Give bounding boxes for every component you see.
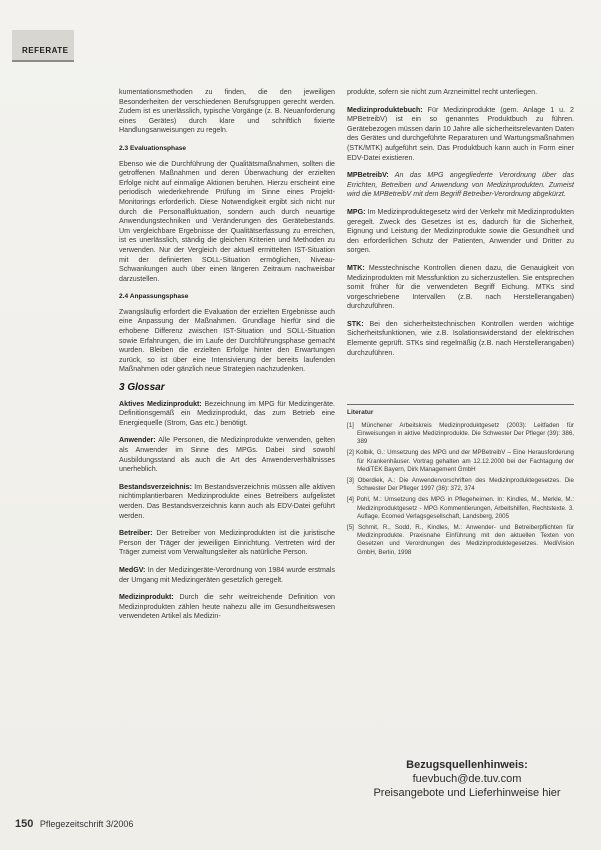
adjustment-paragraph: Zwangsläufig erfordert die Evaluation der erzielten Ergebnisse auch eine Anpassung der Maßnahmen. Grundlage hierfür sind die erhobene Differenz zwischen IST-Situation und SOLL-Situation sowie Erfahrungen, die im Laufe der Durchführungsphase gemacht wurden. Bleiben die erzielten Erfolge hinter den Erwartungen zurück, so ist über eine Intensivierung der bereits laufenden Maßnahmen oder gänzlich neue Strategien nachzudenken. [119,307,335,374]
glossary-definition: Durch die sehr weitreichende Definition von Medizinprodukten zählen heute nahezu alle im Gesundheitswesen verwendeten Artikel als Medizin- [119,593,335,621]
glossary-definition: Bezeichnung im MPG für Medizingeräte. Definitionsgemäß ein Medizinprodukt, das zum Betrieb eine Energiequelle (Strom, Gas etc.) benötigt. [119,399,335,427]
literature-item: [2] Kolbik, G.: Umsetzung des MPG und der MPBetreibV – Eine Herausforderung für Krankenhäuser. Vortrag gehalten am 12.12.2000 bei der Fachtagung der MediTEK Bayern, Dirk Management GmbH [347,449,574,473]
literature-item: [5] Schmit, R., Sodd, R., Kindles, M.: Anwender- und Betreiberpflichten für Medizinprodukte. Praxisnahe Einführung mit den aktuellen Texten von Gesetzen und Verordnungen des Medizinproduktegesetzes. MediVision GmbH, Berlin, 1998 [347,524,574,556]
glossary-entry [119,436,335,474]
literature-heading: Literatur [347,409,374,417]
glossary-term: Bestandsverzeichnis: [119,482,192,491]
literature-list [347,422,574,557]
glossary-definition: An das MPG angegliederte Verordnung über das Errichten, Betreiben und Anwendung von Medizinprodukten. Zumeist wird die MPBetreibV mit dem Begriff Betreiber-Verordnung abgekürzt. [347,171,574,199]
source-email: fuevbuch@de.tuv.com [412,773,522,785]
glossary-term: MPG: [347,207,366,216]
glossary-term: MTK: [347,263,365,272]
glossary-entry [347,264,574,312]
glossary-definition: Alle Personen, die Medizinprodukte verwenden, gelten als Anwender im Sinne des MPGs. Dabei sind sowohl Ausbildungsstand als auch die Art des Anwenderverhältnisses unerheblich. [119,436,335,474]
literature-item: [4] Pohl, M.: Umsetzung des MPG in Pflegeheimen. In: Kindles, M., Merkle, M.: Medizinproduktgesetz - MPG Kommentierungen, Arbeitshilfen, Rechtstexte. 3. Auflage. Ecomed Verlagsgesellschaft, Landsberg, 2005 [347,496,574,520]
left-intro-paragraph: kumentationsmethoden zu finden, die den jeweiligen Besonderheiten der verschiedenen Berufsgruppen gerecht werden. Zudem ist es unerlässlich, typische Vorgänge (z. B. Neuanforderung eines Gerätes) durch klare und schriftlich fixierte Handlungsanweisungen zu regeln. [119,88,335,135]
glossary-entry [119,566,335,585]
right-intro-paragraph: produkte, sofern sie nicht zum Arzneimittel recht unterliegen. [347,88,538,96]
glossary-definition: Bei den sicherheitstechnischen Kontrollen werden wichtige Sicherheitsfunktionen, wie z.B. Isolationswiderstand der elektrischen Elemente geprüft. STKs sind regelmäßig (z.B. nach Herstellerangaben) durchzuführen. [347,319,574,357]
left-column [119,88,335,630]
glossary-definition: Im Medizinproduktegesetz wird der Verkehr mit Medizinprodukten geregelt. Zweck des Gesetzes ist es, dadurch für die Sicherheit, Eignung und Leistung der Medizinprodukte sowie die Gesundheit und den erforderlichen Schutz der Patienten, Anwender und Dritter zu sorgen. [347,207,574,255]
glossary-entry [347,320,574,358]
source-heading: Bezugsquellenhinweis: [406,759,528,771]
glossary-entry [347,208,574,256]
section-label: REFERATE [22,46,69,55]
glossary-definition: Messtechnische Kontrollen dienen dazu, die Genauigkeit von Medizinprodukten mit Messfunktion zu sicherzustellen. Sie entsprechen somit früher für die verwendeten Begriff Eichung. MTKs sind vorgeschriebene Intervallen (z.B. nach Herstellerangaben) durchzuführen. [347,263,574,311]
page-footer [15,818,133,830]
glossary-term: STK: [347,319,364,328]
glossary-heading: 3 Glossar [119,382,165,394]
page-number: 150 [15,818,34,830]
source-reference-box [349,758,585,800]
glossary-entry [119,529,335,558]
evaluation-paragraph: Ebenso wie die Durchführung der Qualitätsmaßnahmen, sollten die getroffenen Maßnahmen und deren Überwachung der erzielten Erfolge nicht auf einmalige Aktionen beruhen. Hierzu erscheint eine periodisch wiederkehrende Prüfung im Sinne eines Projekt-Monitorings erforderlich. Diese Notwendigkeit ergibt sich nicht nur durch die Personalfluktuation, sondern auch durch neuartige Anwendungstechniken und Veränderungen des Gerätebestands. Um vergleichbare Ergebnisse der Qualitätserfassung zu erreichen, ist es unerlässlich, ständig die gleichen Kriterien und Methoden zu verwenden. Nur der Vergleich der aktuell ermittelten IST-Situation mit der definierten SOLL-Situation ermöglichen, Niveau-Schwankungen auch über einen längeren Zeitraum nachweisbar darzustellen. [119,159,335,283]
glossary-definition: Der Betreiber von Medizinprodukten ist die juristische Person der Träger der jeweiligen Einrichtung. Vertreten wird der Träger zumeist vom Verwaltungsleiter als natürliche Person. [119,529,335,557]
glossary-entry [347,171,574,200]
section-heading-adjustment: 2.4 Anpassungsphase [119,293,189,301]
glossary-definition: Für Medizinprodukte (gem. Anlage 1 u. 2 MPBetreibV) ist ein so genanntes Produktbuch zu führen. Gerätebezogen müssen darin 10 Jahre alle sicherheitsrelevanten Daten des Gerätes und durchgeführte Reparaturen und Wartungsmaßnahmen (STK/MTK) aufgeführt sein. Das Produktbuch kann auch in Form einer EDV-Datei existieren. [347,105,574,162]
journal-name: Pflegezeitschrift 3/2006 [39,819,134,829]
glossary-term: MedGV: [119,565,146,574]
glossary-term: Betreiber: [119,529,153,538]
right-column [347,88,574,560]
glossary-term: Medizinproduktebuch: [347,105,423,114]
section-heading-evaluation: 2.3 Evaluationsphase [119,144,187,152]
literature-divider [347,404,574,405]
glossary-entry [119,483,335,521]
literature-item: [1] Münchener Arbeitskreis Medizinproduktgesetz (2003): Leitfaden für Einweisungen in aktive Medizinprodukte. Die Schwester Der Pfleger (39): 386, 389 [347,421,574,446]
source-note: Preisangebote und Lieferhinweise hier [373,787,561,799]
glossary-term: Medizinprodukt: [119,593,174,602]
glossary-definition: In der Medizingeräte-Verordnung von 1984 wurde erstmals der Umgang mit Medizingeräten gesetzlich geregelt. [119,565,335,584]
glossary-term: Aktives Medizinprodukt: [119,399,202,408]
glossary-entry [347,106,574,164]
page-header [0,0,601,62]
glossary-term: MPBetreibV: [347,171,389,180]
literature-item: [3] Oberdiek, A.: Die Anwendervorschriften des Medizinproduktegesetzes. Die Schwester Der Pfleger 1997 (36): 372, 374 [347,477,574,493]
glossary-entry [119,400,335,429]
glossary-entry [119,593,335,622]
glossary-definition: Im Bestandsverzeichnis müssen alle aktiven nichtimplantierbaren Medizinprodukte eines Betreibers aufgelistet werden. Das Bestandsverzeichnis kann auch als EDV-Datei geführt werden. [119,482,335,520]
glossary-term: Anwender: [119,436,156,445]
